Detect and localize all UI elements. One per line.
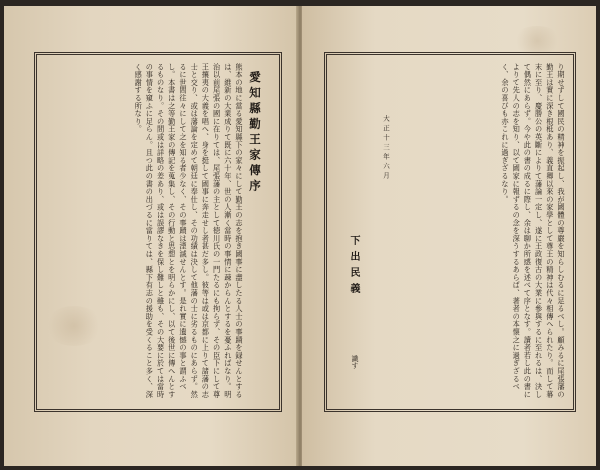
left-text-frame [34, 52, 282, 412]
left-page [4, 6, 298, 466]
preface-date: 大正十三年六月 [382, 115, 390, 182]
preface-title: 愛知縣勤王家傳序 [248, 71, 262, 195]
right-page [302, 6, 596, 466]
right-text-frame [324, 52, 576, 412]
preface-author: 下出民義 [348, 235, 359, 299]
right-body-text: り期せずして國民の精神を振起し、我が國體の尊嚴を知らしむるに足るべし。顧みるに尾張藩の勤王は實に深き根柢あり、義直卿以來の家學として尊王の精神は代々相傳へられたり。而して幕末に至り、慶勝公の英斷によりて藩論一定し、遂に王政復古の大業に參與するに至れるは、決して偶然にあらず。今や此の書の成るに際し、余は聊か所感を述べて序となす。讀者若し此の書によりて先人の志を知り、以て國家に報ずるの念を深うするあらば、著者の本懐之に過ぎざるべく、余の喜びも亦これに過ぎざるなり。 [500, 63, 566, 399]
author-suffix: 識す [351, 355, 359, 369]
left-body-text: 熊本の地に當る愛知縣下の家々にして勤王の志を抱き國事に盡したる人士の事蹟を録せんとするは、維新の大業成りて既に六十年、世の人漸く當時の事情に疎からんとするを憂ふればなり。明治以前尾張の國に在りては、尾張藩の主として徳川氏の一門たるにも拘らず、その臣下にして尊王攘夷の大義を唱へ、身を挺して國事に奔走せし者甚だ多し。彼等は或は京都に上りて諸藩の志士と交り、或は藩論を定めて朝廷に奉仕し、その功績は決して他藩の士に劣るものにあらず。然るに世間往々にして之を知る者少なく、その事蹟は湮滅せんとす。是れ實に遺憾の事と謂ふべし。本書は之等勤王家の傳記を蒐集し、その行動と思想とを明らかにし、以て後世に傳へんとするものなり。その間或は詳略の差あり、或は誤謬なきを保し難しと雖も、その大要に於ては當時の事情を窺ふに足らん。且つ此の書の出づるに當りては、縣下有志の援助を受くること多く、深く感謝する所なり。 [134, 63, 244, 399]
book-spread [4, 6, 596, 466]
